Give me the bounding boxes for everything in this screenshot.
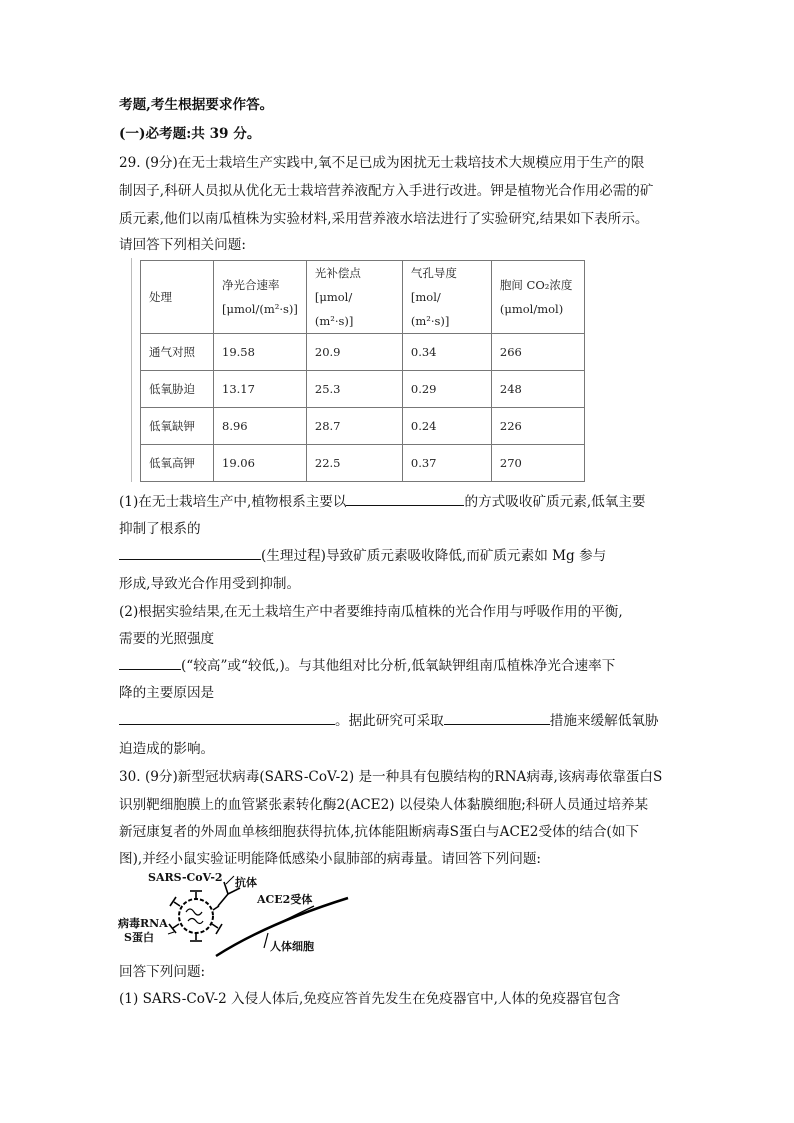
q29-text-2: 制因子,科研人员拟从优化无士栽培营养液配方入手进行改进。钾是植物光合作用必需的矿 — [119, 183, 654, 199]
table-header-cell: 胞间 CO₂浓度 (μmol/mol) — [491, 261, 584, 334]
table-cell: 8.96 — [214, 408, 307, 445]
table-cell: 低氧缺钾 — [141, 408, 214, 445]
table-cell: 226 — [491, 408, 584, 445]
table-cell: 低氧胁迫 — [141, 371, 214, 408]
table-cell: 13.17 — [214, 371, 307, 408]
q29-sub1-line1: (1)在无士栽培生产中,植物根系主要以 的方式吸收矿质元素,低氧主要 — [119, 494, 646, 510]
table-cell: 25.3 — [306, 371, 402, 408]
section-required: (一)必考题:共 39 分。 — [119, 126, 261, 142]
answer-blank[interactable] — [119, 711, 335, 725]
table-row — [141, 371, 585, 408]
q30-text-4: 图),并经小鼠实验证明能降低感染小鼠肺部的病毒量。请回答下列问题: — [119, 851, 542, 867]
q29-text-3: 质元素,他们以南瓜植株为实验材料,采用营养液水培法进行了实验研究,结果如下表所示。 — [119, 211, 649, 227]
q29-text-4: 请回答下列相关问题: — [119, 237, 246, 253]
table-row — [141, 408, 585, 445]
answer-blank[interactable] — [346, 492, 464, 506]
table-cell: 0.34 — [402, 334, 491, 371]
q29-sub2-line4: 降的主要原因是 — [119, 685, 215, 701]
q30-text-3: 新冠康复者的外周血单核细胞获得抗体,抗体能阻断病毒S蛋白与ACE2受体的结合(如下 — [119, 824, 639, 840]
table-header-row — [141, 261, 585, 334]
answer-blank[interactable] — [444, 711, 550, 725]
table-cell: 22.5 — [306, 445, 402, 482]
q29-sub2-line2: 需要的光照强度 — [119, 631, 215, 647]
q29-sub1-line4: 形成,导致光合作用受到抑制。 — [119, 576, 301, 592]
table-cell: 通气对照 — [141, 334, 214, 371]
table-edge — [131, 258, 136, 482]
rna-label: 病毒RNA — [118, 917, 168, 930]
table-cell: 248 — [491, 371, 584, 408]
spike-label: S蛋白 — [124, 931, 154, 944]
q29-sub2-line6: 迫造成的影响。 — [119, 741, 215, 757]
antibody-label: 抗体 — [235, 876, 257, 889]
q30-text-5: 回答下列问题: — [119, 964, 206, 980]
answer-blank[interactable] — [119, 546, 261, 560]
answer-blank[interactable] — [119, 656, 181, 670]
q30-text-1: 30. (9分)新型冠状病毒(SARS-CoV-2) 是一种具有包膜结构的RNA病毒,该病毒依靠蛋白S — [119, 769, 663, 785]
table-cell: 19.06 — [214, 445, 307, 482]
table-cell: 270 — [491, 445, 584, 482]
table-header-cell: 气孔导度[mol/ (m²·s)] — [402, 261, 491, 334]
table-cell: 低氧高钾 — [141, 445, 214, 482]
table-header-cell: 光补偿点[μmol/ (m²·s)] — [306, 261, 402, 334]
section-intro: 考题,考生根据要求作答。 — [119, 97, 274, 113]
cell-label: 人体细胞 — [270, 940, 314, 953]
table-cell: 0.29 — [402, 371, 491, 408]
table-cell: 0.24 — [402, 408, 491, 445]
receptor-label: ACE2受体 — [257, 893, 313, 906]
q30-text-6: (1) SARS-CoV-2 入侵人体后,免疫应答首先发生在免疫器官中,人体的免疫器官包含 — [119, 991, 621, 1007]
table-cell: 28.7 — [306, 408, 402, 445]
virus-binding-figure — [118, 868, 350, 958]
q29-sub2-line5: 。据此研究可采取 措施来缓解低氧胁 — [119, 711, 659, 731]
q29-sub1-line3: (生理过程)导致矿质元素吸收降低,而矿质元素如 Mg 参与 — [119, 546, 606, 566]
q29-sub2-line3: (“较高”或“较低,)。与其他组对比分析,低氧缺钾组南瓜植株净光合速率下 — [119, 656, 615, 676]
table-header-cell: 净光合速率 [μmol/(m²·s)] — [214, 261, 307, 334]
results-table — [140, 260, 585, 482]
table-cell: 20.9 — [306, 334, 402, 371]
table-cell: 266 — [491, 334, 584, 371]
q29-text-1: 29. (9分)在无士栽培生产实践中,氧不足已成为困扰无士栽培技术大规模应用于生产的限 — [119, 155, 645, 171]
q29-sub2-line1: (2)根据实验结果,在无土栽培生产中者要维持南瓜植株的光合作用与呼吸作用的平衡, — [119, 604, 623, 620]
virus-label: SARS-CoV-2 — [148, 871, 223, 884]
table-row — [141, 445, 585, 482]
table-cell: 0.37 — [402, 445, 491, 482]
table-header-cell: 处理 — [141, 261, 214, 334]
q29-sub1-line2: 抑制了根系的 — [119, 521, 201, 537]
q30-text-2: 识别靶细胞膜上的血管紧张素转化酶2(ACE2) 以侵染人体黏膜细胞;科研人员通过培养某 — [119, 797, 649, 813]
table-cell: 19.58 — [214, 334, 307, 371]
table-row — [141, 334, 585, 371]
